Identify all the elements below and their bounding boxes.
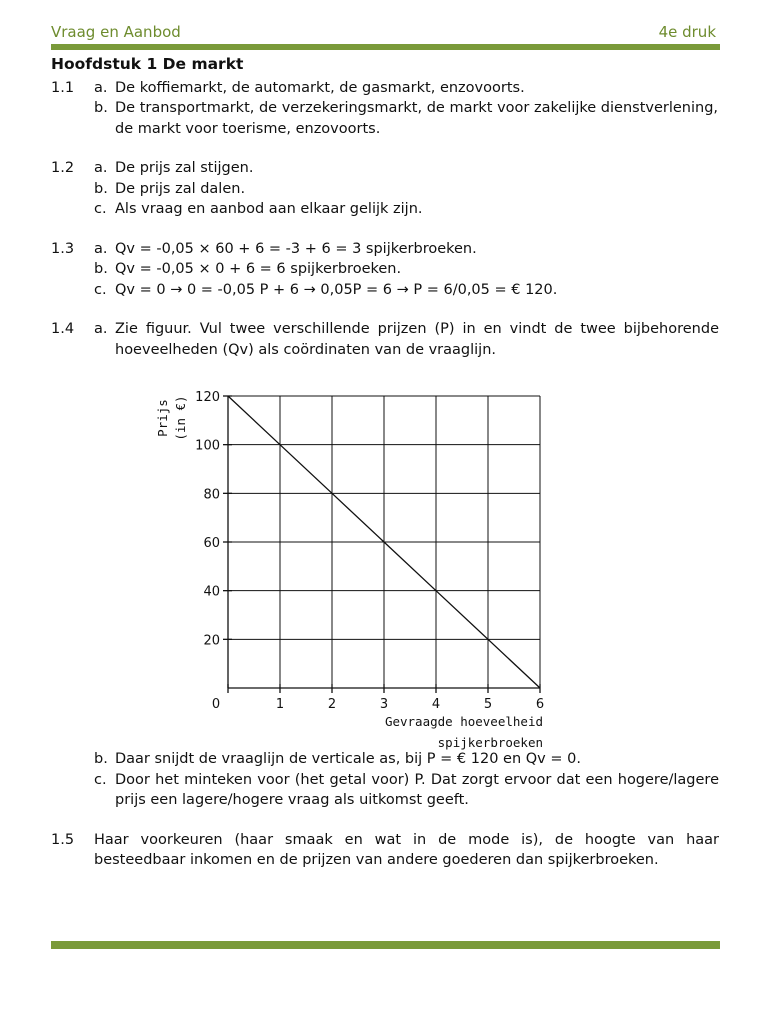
item-letter: b. <box>94 261 108 277</box>
answer-text: De transportmarkt, de verzekeringsmarkt, de markt voor zakelijke dienstverlening, de markt voor toerisme, enzovoorts. <box>115 100 719 137</box>
y-tick-label-40: 40 <box>203 584 220 600</box>
question-1-2 <box>51 158 719 220</box>
item-letter: a. <box>94 240 108 257</box>
answer-text: Daar snijdt de vraaglijn de verticale as, bij P = € 120 en Qv = 0. <box>115 751 581 767</box>
question-number: 1.3 <box>51 240 75 257</box>
page-header <box>51 23 716 45</box>
y-tick-label-100: 100 <box>195 438 220 454</box>
x-tick-label-0: 0 <box>211 697 221 712</box>
x-axis-label-line2: spijkerbroeken <box>437 735 543 750</box>
answer-1-4-b <box>51 749 719 770</box>
x-tick-label-6: 6 <box>535 697 545 712</box>
header-divider <box>51 44 720 50</box>
item-letter: a. <box>94 321 108 337</box>
y-tick-label-80: 80 <box>203 487 220 503</box>
answer-text: De koffiemarkt, de automarkt, de gasmarkt, enzovoorts. <box>115 79 525 96</box>
y-axis-label-line1: Prijs <box>155 399 170 437</box>
answer-1-4-c <box>51 770 719 811</box>
question-number: 1.1 <box>51 79 75 96</box>
x-tick-label-5: 5 <box>483 697 493 712</box>
item-letter: c. <box>94 201 107 217</box>
x-tick-label-1: 1 <box>275 697 285 712</box>
answer-1-2-b <box>51 179 719 200</box>
answer-1-2-c <box>51 199 719 220</box>
question-number: 1.5 <box>51 831 75 848</box>
answer-1-5: Haar voorkeuren (haar smaak en wat in de mode is), de hoogte van haar besteedbaar inkomen en de prijzen van andere goederen dan spijkerbroeken. <box>94 831 719 868</box>
item-letter: a. <box>94 79 108 96</box>
answer-text: Qv = -0,05 × 60 + 6 = -3 + 6 = 3 spijkerbroeken. <box>115 240 477 257</box>
answer-text: Qv = 0 → 0 = -0,05 P + 6 → 0,05P = 6 → P = 6/0,05 = € 120. <box>115 281 558 298</box>
y-tick-label-20: 20 <box>203 633 220 649</box>
y-axis-label-line2: (in €) <box>173 395 188 441</box>
question-number: 1.4 <box>51 321 75 337</box>
footer-divider <box>51 941 720 949</box>
answer-1-1-a <box>51 78 719 99</box>
item-letter: b. <box>94 180 108 197</box>
header-edition: 4e druk <box>658 23 716 41</box>
x-tick-label-3: 3 <box>379 697 389 712</box>
x-tick-label-4: 4 <box>431 697 441 712</box>
answer-text: Zie figuur. Vul twee verschillende prijzen (P) in en vindt de twee bijbehorende hoeveelheden (Qv) als coördinaten van de vraaglijn. <box>115 321 719 358</box>
answer-text: De prijs zal dalen. <box>115 180 246 197</box>
item-letter: b. <box>94 100 108 116</box>
chapter-title: Hoofdstuk 1 De markt <box>51 55 244 73</box>
header-left-title: Vraag en Aanbod <box>51 23 181 41</box>
item-letter: c. <box>94 771 107 788</box>
answer-1-3-a <box>51 239 719 260</box>
question-1-5 <box>51 830 719 871</box>
answer-1-1-b <box>51 98 719 139</box>
answer-text: De prijs zal stijgen. <box>115 160 254 176</box>
answer-text: Qv = -0,05 × 0 + 6 = 6 spijkerbroeken. <box>115 261 402 277</box>
item-letter: a. <box>94 160 108 176</box>
x-tick-label-2: 2 <box>327 697 337 712</box>
answer-1-3-c <box>51 280 719 301</box>
x-tick-labels <box>212 697 544 712</box>
y-tick-label-120: 120 <box>195 390 220 405</box>
y-tick-label-60: 60 <box>203 536 220 551</box>
question-1-1 <box>51 78 719 140</box>
answer-text: Als vraag en aanbod aan elkaar gelijk zijn. <box>115 201 423 217</box>
demand-curve-chart <box>150 384 560 752</box>
answer-1-4-a <box>51 319 719 360</box>
x-axis-label-line1: Gevraagde hoeveelheid <box>384 714 543 729</box>
y-tick-labels <box>195 390 220 648</box>
question-1-3 <box>51 239 719 301</box>
item-letter: c. <box>94 281 107 298</box>
answer-1-3-b <box>51 259 719 280</box>
question-number: 1.2 <box>51 160 75 176</box>
answer-text: Door het minteken voor (het getal voor) P. Dat zorgt ervoor dat een hogere/lagere prijs een lagere/hogere vraag als uitkomst geeft. <box>115 771 719 808</box>
answer-1-2-a <box>51 158 719 179</box>
item-letter: b. <box>94 751 108 767</box>
